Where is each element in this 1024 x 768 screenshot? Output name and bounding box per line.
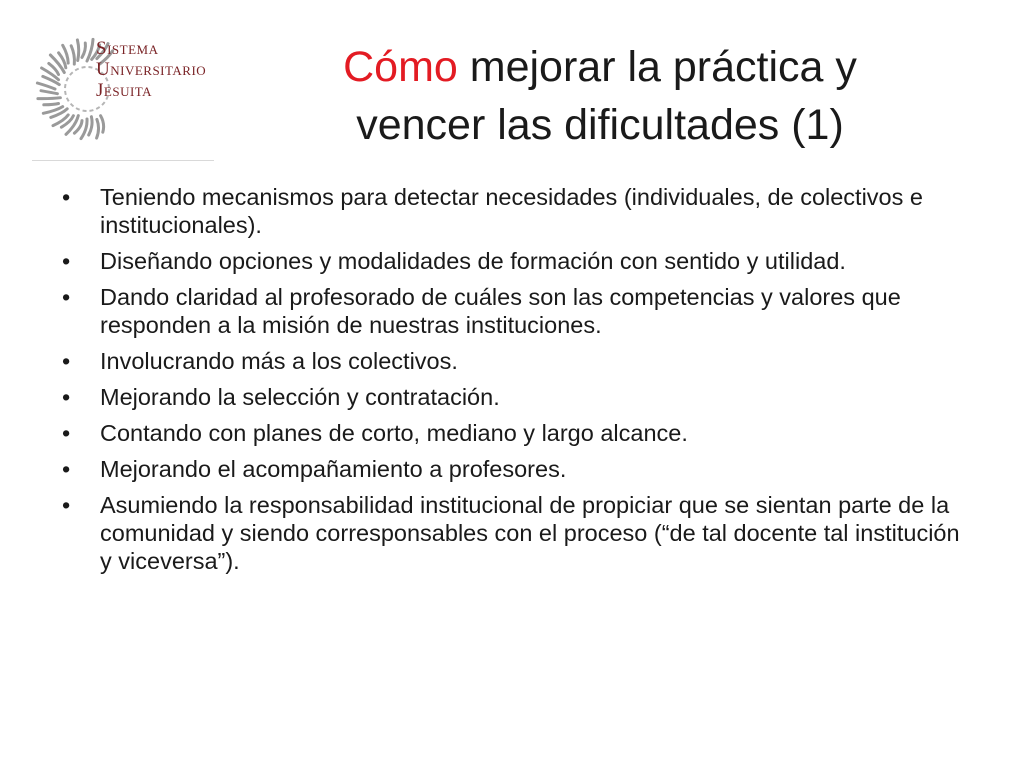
bullet-item bbox=[62, 383, 962, 411]
university-logo bbox=[32, 20, 232, 162]
bullet-item bbox=[62, 347, 962, 375]
bullet-item bbox=[62, 455, 962, 483]
logo-line-1: Sistema bbox=[96, 38, 159, 59]
logo-divider bbox=[32, 160, 214, 161]
bullet-item bbox=[62, 491, 962, 575]
bullet-text: Mejorando la selección y contratación. bbox=[100, 384, 500, 410]
logo-wordmark bbox=[96, 38, 206, 101]
bullet-icon: • bbox=[62, 420, 71, 446]
bullet-icon: • bbox=[62, 456, 71, 482]
bullet-icon: • bbox=[62, 284, 71, 310]
bullet-text: Dando claridad al profesorado de cuáles son las competencias y valores que responden a la misión de nuestras instituciones. bbox=[100, 284, 901, 338]
logo-line-3: Jesuita bbox=[96, 80, 153, 101]
bullet-text: Teniendo mecanismos para detectar necesidades (individuales, de colectivos e institucionales). bbox=[100, 184, 923, 238]
bullet-item bbox=[62, 247, 962, 275]
bullet-icon: • bbox=[62, 348, 71, 374]
slide-title bbox=[250, 38, 950, 154]
bullet-text: Contando con planes de corto, mediano y largo alcance. bbox=[100, 420, 688, 446]
bullet-icon: • bbox=[62, 384, 71, 410]
bullet-icon: • bbox=[62, 184, 71, 210]
bullet-text: Diseñando opciones y modalidades de formación con sentido y utilidad. bbox=[100, 248, 846, 274]
bullet-text: Involucrando más a los colectivos. bbox=[100, 348, 458, 374]
title-accent-word: Cómo bbox=[343, 43, 458, 91]
logo-line-2: Universitario bbox=[96, 59, 207, 80]
bullet-text: Asumiendo la responsabilidad institucional de propiciar que se sientan parte de la comunidad y siendo corresponsables con el proceso (“de tal docente tal institución y viceversa”). bbox=[100, 492, 960, 574]
bullet-icon: • bbox=[62, 248, 71, 274]
bullet-text: Mejorando el acompañamiento a profesores. bbox=[100, 456, 567, 482]
title-line-1: mejorar la práctica y bbox=[457, 43, 857, 91]
bullet-icon: • bbox=[62, 492, 71, 518]
bullet-list bbox=[62, 183, 962, 583]
bullet-item bbox=[62, 183, 962, 239]
bullet-item bbox=[62, 283, 962, 339]
bullet-item bbox=[62, 419, 962, 447]
title-line-2: vencer las dificultades (1) bbox=[356, 101, 844, 149]
